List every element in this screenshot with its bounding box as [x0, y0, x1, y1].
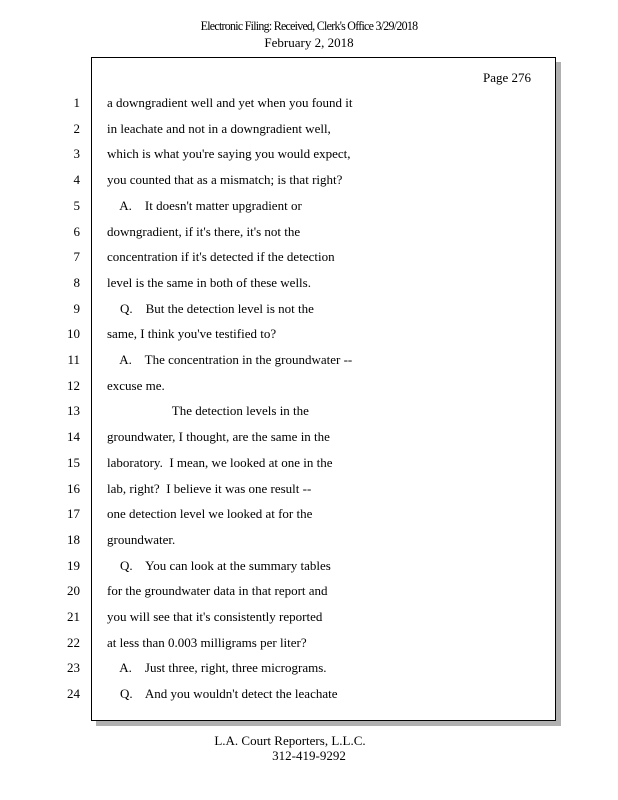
line-number: 12 [67, 378, 80, 393]
transcript-line: Q. You can look at the summary tables [107, 558, 331, 573]
filing-date: February 2, 2018 [264, 35, 354, 50]
transcript-line: excuse me. [107, 378, 165, 393]
transcript-line: A. Just three, right, three micrograms. [107, 660, 327, 675]
transcript-line: downgradient, if it's there, it's not the [107, 224, 301, 239]
transcript-line: Q. And you wouldn't detect the leachate [107, 686, 338, 701]
transcript-line: groundwater. [107, 532, 176, 547]
line-number: 1 [73, 95, 80, 110]
line-number: 4 [73, 172, 80, 187]
transcript-line: one detection level we looked at for the [107, 506, 313, 521]
transcript-line: same, I think you've testified to? [107, 326, 277, 341]
line-number: 3 [73, 146, 80, 161]
transcript-line: you will see that it's consistently reported [107, 609, 323, 624]
transcript-line: laboratory. I mean, we looked at one in the [107, 455, 333, 470]
line-number: 21 [67, 609, 80, 624]
footer-company: L.A. Court Reporters, L.L.C. [214, 733, 366, 748]
transcript-line: at less than 0.003 milligrams per liter? [107, 635, 307, 650]
line-number: 22 [67, 635, 80, 650]
transcript-line: for the groundwater data in that report and [107, 583, 328, 598]
transcript-line: you counted that as a mismatch; is that right? [107, 172, 343, 187]
transcript-line: lab, right? I believe it was one result -- [107, 481, 312, 496]
transcript-line: A. It doesn't matter upgradient or [107, 198, 302, 213]
page-number: Page 276 [482, 70, 531, 85]
transcript-line: in leachate and not in a downgradient well, [107, 121, 331, 136]
line-number: 5 [73, 198, 80, 213]
transcript-line: concentration if it's detected if the detection [107, 249, 335, 264]
line-number: 17 [67, 506, 80, 521]
transcript-line: Q. But the detection level is not the [107, 301, 314, 316]
line-number: 6 [73, 224, 80, 239]
line-number: 11 [67, 352, 80, 367]
transcript-line: which is what you're saying you would expect, [107, 146, 351, 161]
footer-phone: 312-419-9292 [272, 748, 346, 763]
transcript-line: A. The concentration in the groundwater -- [107, 352, 353, 367]
transcript-line: level is the same in both of these wells. [107, 275, 311, 290]
line-number: 24 [67, 686, 80, 701]
transcript-line: groundwater, I thought, are the same in the [107, 429, 330, 444]
line-number: 8 [73, 275, 80, 290]
line-number: 15 [67, 455, 80, 470]
line-number: 14 [67, 429, 80, 444]
line-number: 19 [67, 558, 80, 573]
line-number: 20 [67, 583, 80, 598]
line-number: 2 [73, 121, 80, 136]
line-number: 23 [67, 660, 80, 675]
line-number: 13 [67, 403, 80, 418]
line-number: 9 [73, 301, 80, 316]
transcript-line: a downgradient well and yet when you found it [107, 95, 353, 110]
line-number: 7 [73, 249, 80, 264]
line-number: 16 [67, 481, 80, 496]
transcript-line: The detection levels in the [107, 403, 309, 418]
line-number: 18 [67, 532, 80, 547]
line-number: 10 [67, 326, 80, 341]
filing-stamp: Electronic Filing: Received, Clerk's Office 3/29/2018 [200, 18, 418, 33]
